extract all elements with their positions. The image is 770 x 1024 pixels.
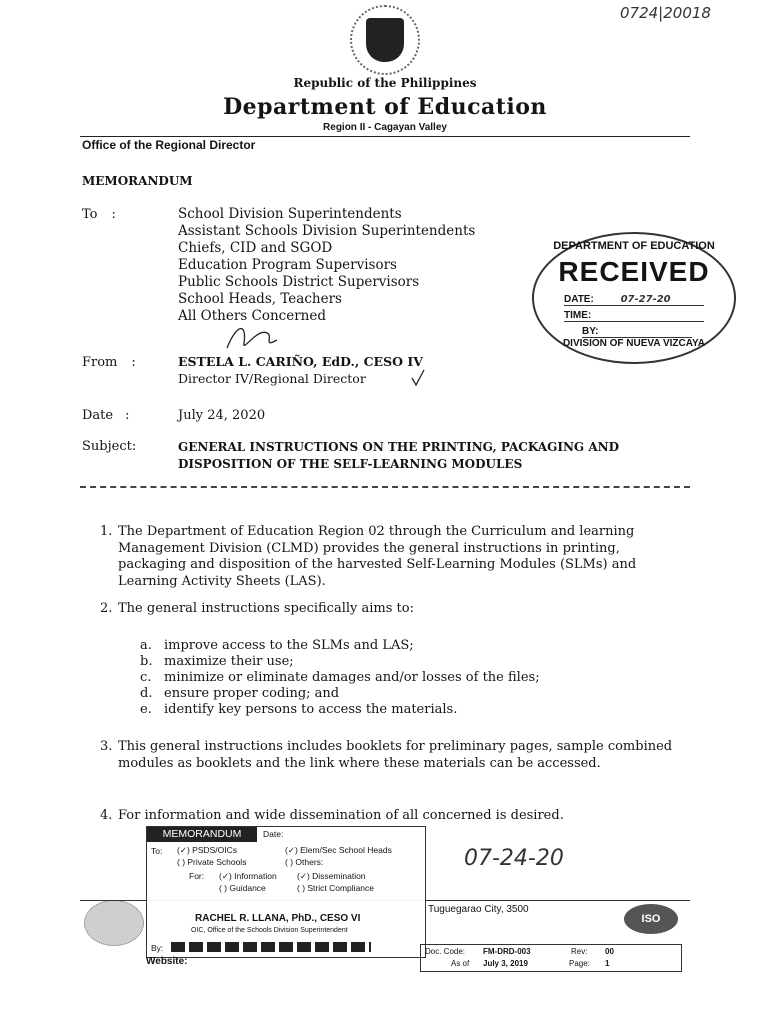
list-item: c. minimize or eliminate damages and/or losses of the files; [140,670,540,685]
region-header: Region II - Cagayan Valley [323,122,447,133]
subject-text: GENERAL INSTRUCTIONS ON THE PRINTING, PACKAGING AND DISPOSITION OF THE SELF-LEARNING MODULES [178,440,620,471]
routing-for-label: For: [189,871,205,881]
routing-psds: (✓) PSDS/OICs [177,845,238,855]
received-date-row: DATE: 07-27-20 [564,294,704,306]
office-label: Office of the Regional Director [82,138,256,152]
list-item: d. ensure proper coding; and [140,686,340,701]
received-stamp-top: DEPARTMENT OF EDUCATION [553,240,715,252]
date-value: July 24, 2020 [178,408,266,423]
recipient-item: Education Program Supervisors [178,257,397,273]
website-label: Website: [146,956,188,967]
page-label: Page: [569,959,590,968]
recipient-item: Chiefs, CID and SGOD [178,240,333,256]
paragraph-1: 1. The Department of Education Region 02 through the Curriculum and learning Management Division (CLMD) provides the general instructions in printing, packaging and disposition of the harvested Self-Learning Modules (SLMs) and Learning Activity Sheets (LAS). [100,524,637,589]
routing-private: ( ) Private Schools [177,857,247,867]
recipient-item: School Division Superintendents [178,206,402,222]
list-item: a. improve access to the SLMs and LAS; [140,638,414,653]
as-of-label: As of [451,959,470,968]
paragraph-2: 2. The general instructions specifically aims to: [100,601,414,616]
routing-strict: ( ) Strict Compliance [297,883,374,893]
received-by-row: BY: [582,326,692,338]
routing-by-boxes [171,942,371,952]
routing-date-label: Date: [263,829,284,839]
doc-code-value: FM-DRD-003 [483,947,531,956]
routing-signatory: RACHEL R. LLANA, PhD., CESO VI [195,913,361,924]
page-value: 1 [605,959,610,968]
header-divider [80,136,690,137]
routing-to-label: To: [151,846,163,856]
memo-title: MEMORANDUM [82,174,193,188]
received-stamp-bottom: DIVISION OF NUEVA VIZCAYA [562,338,706,349]
received-time-row: TIME: [564,310,704,322]
recipient-item: Assistant Schools Division Superintendents [178,223,476,239]
routing-dissemination: (✓) Dissemination [297,871,366,881]
routing-elem: (✓) Elem/Sec School Heads [285,845,392,855]
from-title: Director IV/Regional Director [178,371,366,386]
list-item: e. identify key persons to access the materials. [140,702,458,717]
to-label: To : [82,207,116,222]
recipient-item: All Others Concerned [178,308,327,324]
signature-icon [222,318,282,358]
routing-stamp-head: MEMORANDUM [147,827,257,842]
from-name: ESTELA L. CARIÑO, EdD., CESO IV [178,354,423,369]
routing-others: ( ) Others: [285,857,324,867]
from-label: From : [82,355,136,370]
aims-list [140,638,540,718]
deped-seal-icon [350,5,420,75]
date-label: Date : [82,408,130,423]
recipient-item: Public Schools District Supervisors [178,274,420,290]
list-item: b. maximize their use; [140,654,294,669]
routing-signatory-title: OIC, Office of the Schools Division Superintendent [191,927,348,934]
handwritten-reference-number: 0724|20018 [620,4,711,22]
doc-code-label: Doc. Code: [425,947,466,956]
certification-logo-icon: ISO [624,904,678,934]
republic-header: Republic of the Philippines [293,76,477,90]
paragraph-3: 3. This general instructions includes booklets for preliminary pages, sample combined modules as booklets and the link where these materials can be accessed. [100,739,673,771]
recipient-item: School Heads, Teachers [178,291,342,307]
department-header: Department of Education [223,94,547,120]
division-logo-icon [84,900,144,946]
received-stamp-word: RECEIVED [558,256,710,287]
routing-by-label: By: [151,943,164,953]
handwritten-date: 07-24-20 [464,846,564,871]
checkmark-icon [410,368,426,388]
as-of-value: July 3, 2019 [483,959,528,968]
paragraph-4: 4. For information and wide dissemination of all concerned is desired. [100,808,564,823]
rev-label: Rev: [571,947,588,956]
document-code-table [420,944,682,972]
routing-guidance: ( ) Guidance [219,883,266,893]
footer-city: Tuguegarao City, 3500 [428,904,529,915]
recipients-list [178,206,475,325]
routing-information: (✓) Information [219,871,277,881]
rev-value: 00 [605,947,614,956]
received-stamp [532,232,736,364]
routing-stamp [146,826,426,958]
subject-divider [80,486,690,488]
subject-label: Subject: [82,439,137,454]
